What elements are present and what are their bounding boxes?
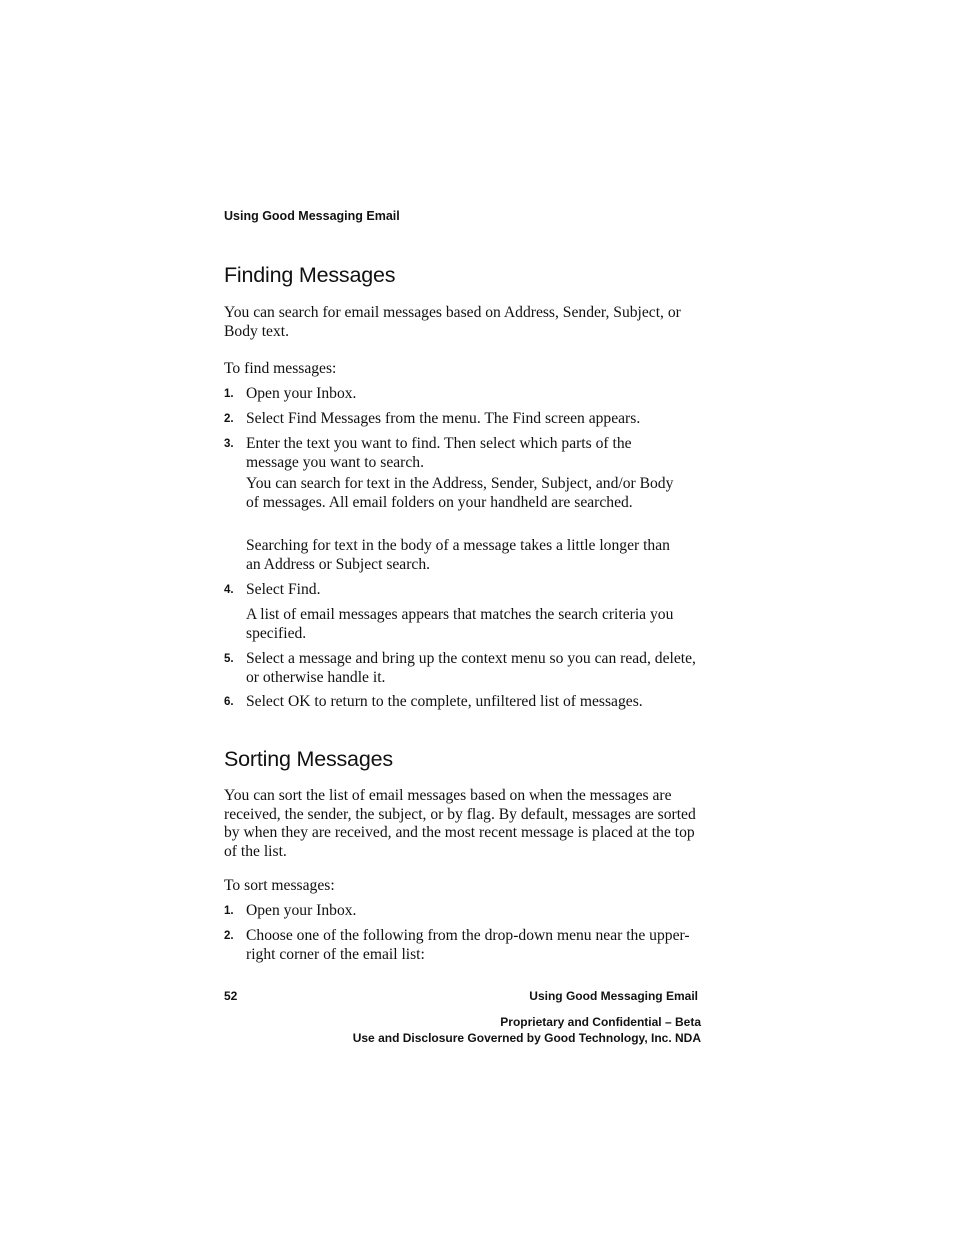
finding-lead: To find messages:: [224, 360, 337, 377]
page-number: 52: [224, 989, 238, 1003]
step3-note-2: Searching for text in the body of a message takes a little longer than an Address or Subject search.: [246, 537, 670, 573]
step-text: Open your Inbox.: [246, 385, 357, 402]
section-heading-sorting: Sorting Messages: [224, 747, 393, 771]
step-text: Select Find.: [246, 581, 321, 598]
step-number: 2.: [224, 930, 234, 942]
step3-note-1: You can search for text in the Address, Sender, Subject, and/or Body of messages. All email folders on your handheld are searched.: [246, 475, 674, 511]
footer-confidential: Proprietary and Confidential – Beta: [500, 1015, 701, 1029]
step-number: 3.: [224, 438, 234, 450]
section-heading-finding: Finding Messages: [224, 263, 396, 287]
step-text: Select OK to return to the complete, unfiltered list of messages.: [246, 693, 643, 710]
finding-intro: You can search for email messages based on Address, Sender, Subject, or Body text.: [224, 304, 681, 340]
step-number: 5.: [224, 653, 234, 665]
sorting-intro: You can sort the list of email messages based on when the messages are received, the sender, the subject, or by flag. By default, messages are sorted by when they are received, and the most recent message is placed at the top of the list.: [224, 787, 696, 861]
step-text: Enter the text you want to find. Then select which parts of the message you want to search.: [246, 435, 632, 471]
step-number: 1.: [224, 905, 234, 917]
step-number: 6.: [224, 696, 234, 708]
footer-disclosure: Use and Disclosure Governed by Good Technology, Inc. NDA: [352, 1031, 701, 1045]
step-text: Select a message and bring up the context menu so you can read, delete, or otherwise handle it.: [246, 650, 696, 686]
step-number: 4.: [224, 584, 234, 596]
step4-note: A list of email messages appears that matches the search criteria you specified.: [246, 606, 674, 642]
step-text: Choose one of the following from the drop-down menu near the upper-right corner of the email list:: [246, 927, 690, 963]
footer-title: Using Good Messaging Email: [529, 989, 698, 1003]
step-number: 1.: [224, 388, 234, 400]
step-number: 2.: [224, 413, 234, 425]
step-text: Open your Inbox.: [246, 902, 357, 919]
step-text: Select Find Messages from the menu. The Find screen appears.: [246, 410, 641, 427]
sorting-lead: To sort messages:: [224, 877, 335, 894]
running-header: Using Good Messaging Email: [224, 209, 400, 223]
